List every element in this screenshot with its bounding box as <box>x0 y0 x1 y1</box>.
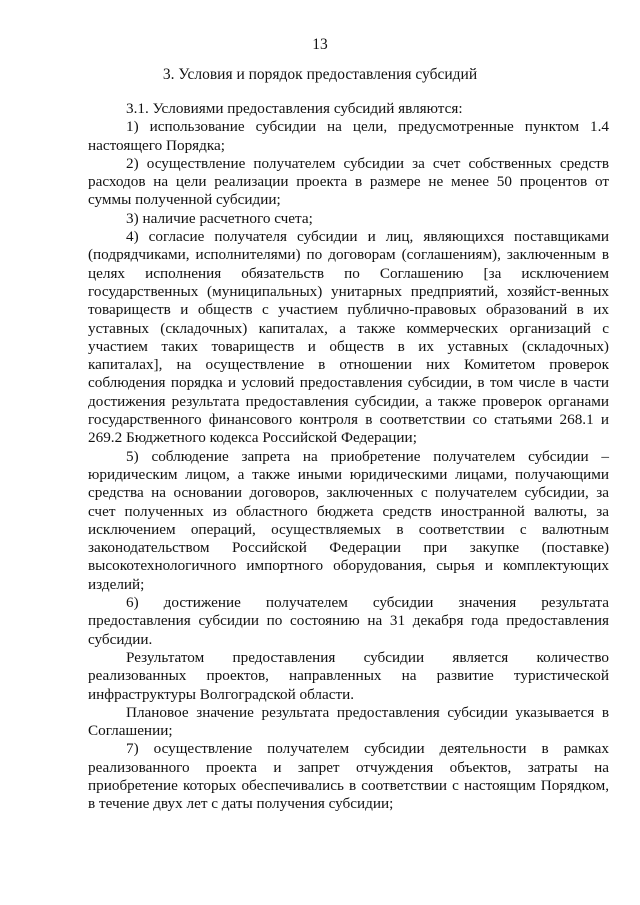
paragraph-condition-3: 3) наличие расчетного счета; <box>126 209 313 227</box>
paragraph-condition-7: 7) осуществление получателем субсидии деятельности в рамках реализованного проекта и запрет отчуждения объектов, затраты на приобретение которых обеспечивались в соответствии с настоящим Порядком, в течение двух лет с даты получения субсидии; <box>88 740 609 813</box>
paragraph-condition-6: 6) достижение получателем субсидии значения результата предоставления субсидии по состоянию на 31 декабря года предоставления субсидии. <box>88 594 609 648</box>
section-title: 3. Условия и порядок предоставления субсидий <box>162 66 478 83</box>
paragraph-planned-value: Плановое значение результата предоставления субсидии указывается в Соглашении; <box>88 703 609 740</box>
paragraph-condition-2: 2) осуществление получателем субсидии за счет собственных средств расходов на цели реализации проекта в размере не менее 50 процентов от суммы полученной субсидии; <box>88 154 609 209</box>
page-number: 13 <box>312 36 328 53</box>
paragraph-3-1-intro: 3.1. Условиями предоставления субсидий являются: <box>126 100 463 117</box>
paragraph-condition-4: 4) согласие получателя субсидии и лиц, являющихся поставщиками (подрядчиками, исполнителями) по договорам (соглашениям), заключенным в целях исполнения обязательств по Соглашению [за исключением государственных (муниципальных) унитарных предприятий, хозяйст-венных товариществ и обществ с участием публично-правовых образований в их уставных (складочных) капиталах, а также коммерческих организаций с участием таких товариществ и обществ в их уставных (складочных) капиталах], на осуществление в отношении них Комитетом проверок соблюдения порядка и условий предоставления субсидии, в том числе в части достижения результата предоставления субсидии, а также проверок органами государственного финансового контроля в соответствии со статьями 268.1 и 269.2 Бюджетного кодекса Российской Федерации; <box>88 228 609 447</box>
paragraph-condition-1: 1) использование субсидии на цели, предусмотренные пунктом 1.4 настоящего Порядка; <box>88 118 609 154</box>
body-text <box>88 100 609 814</box>
paragraph-result: Результатом предоставления субсидии является количество реализованных проектов, направленных на развитие туристической инфраструктуры Волгоградской области. <box>88 648 609 703</box>
paragraph-condition-5: 5) соблюдение запрета на приобретение получателем субсидии – юридическим лицом, а также иными юридическими лицами, получающими средства на основании договоров, заключенных с получателем субсидии, за счет полученных из областного бюджета средств иностранной валюты, за исключением операций, осуществляемых в соответствии с валютным законодательством Российской Федерации при закупке (поставке) высокотехнологичного импортного оборудования, сырья и комплектующих изделий; <box>88 447 609 593</box>
